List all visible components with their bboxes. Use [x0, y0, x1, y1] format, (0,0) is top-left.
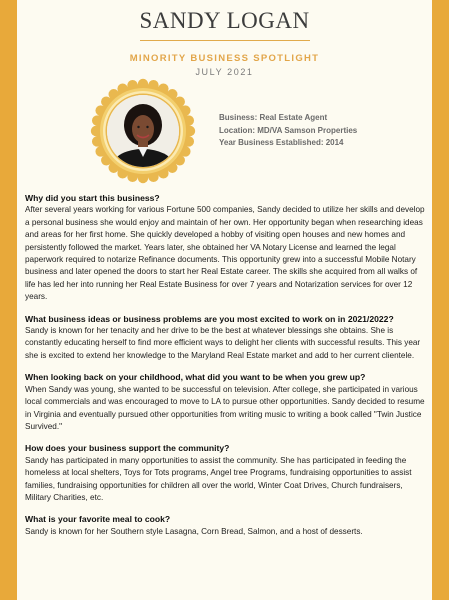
business-type: Business: Real Estate Agent — [219, 113, 328, 122]
section-question: How does your business support the community? — [25, 443, 230, 454]
qa-section — [25, 442, 427, 504]
spotlight-heading: MINORITY BUSINESS SPOTLIGHT — [129, 53, 320, 64]
section-answer: When Sandy was young, she wanted to be successful on television. After college, she participated in various local commercials and was encouraged to move to LA to pursue other opportunities. Sandy decided to resume in Virginia and eventually pursued other opportunities from writing music to writing a book called "Twin Justice Survived." — [25, 384, 425, 431]
interview-content — [25, 192, 427, 547]
qa-section — [25, 513, 427, 538]
business-info — [219, 112, 357, 150]
section-question: Why did you start this business? — [25, 193, 160, 203]
business-location: Location: MD/VA Samson Properties — [219, 125, 358, 135]
section-answer: Sandy is known for her tenacity and her drive to be the best at whatever blessings she obtains. She is constantly educating herself to find more efficient ways to delight her clients with successful results. This year she is excited to extend her knowledge to the Maryland Real Estate market and add to her current clientele. — [25, 326, 421, 360]
document-page — [17, 0, 432, 600]
issue-date: JULY 2021 — [195, 67, 254, 77]
profile-photo — [107, 95, 179, 167]
section-answer: Sandy has participated in many opportunities to assist the community. She has participated in feeding the homeless at local shelters, Toys for Tots programs, Angel tree Programs, fundraising opportunities to assist families, fundraising opportunities for children all over the world, Winter Coat Drives, Church fundraisers, Military Charities, etc. — [25, 455, 412, 502]
qa-section — [25, 371, 427, 433]
year-established: Year Business Established: 2014 — [219, 138, 344, 147]
section-question: What business ideas or business problems are you most excited to work on in 2021/2022? — [25, 313, 394, 324]
qa-section — [25, 192, 427, 304]
person-name: SANDY LOGAN — [139, 8, 310, 33]
section-answer: Sandy is known for her Southern style Lasagna, Corn Bread, Salmon, and a host of desserts. — [25, 526, 363, 536]
section-question: When looking back on your childhood, what did you want to be when you grew up? — [25, 372, 366, 383]
section-question: What is your favorite meal to cook? — [25, 514, 171, 525]
qa-section — [25, 313, 427, 363]
title-divider — [140, 40, 310, 41]
section-answer: After several years working for various Fortune 500 companies, Sandy decided to utilize her skills and develop a personal business she would enjoy and maintain of her own. Her opportunity began when researching ideas and areas for her first home. She quickly developed a hobby of visiting open houses and new homes and persistently followed the market. Years later, she obtained her VA Notary License and learned the legal paperwork required to notarize Refinance documents. This opportunity grew into a successful Mobile Notary business and later opened the doors to start her Real Estate career. The skills she acquired from all walks of life has led her into running her Real Estate Business for over 7 years and Notarization services for over 12 years. — [25, 205, 425, 302]
